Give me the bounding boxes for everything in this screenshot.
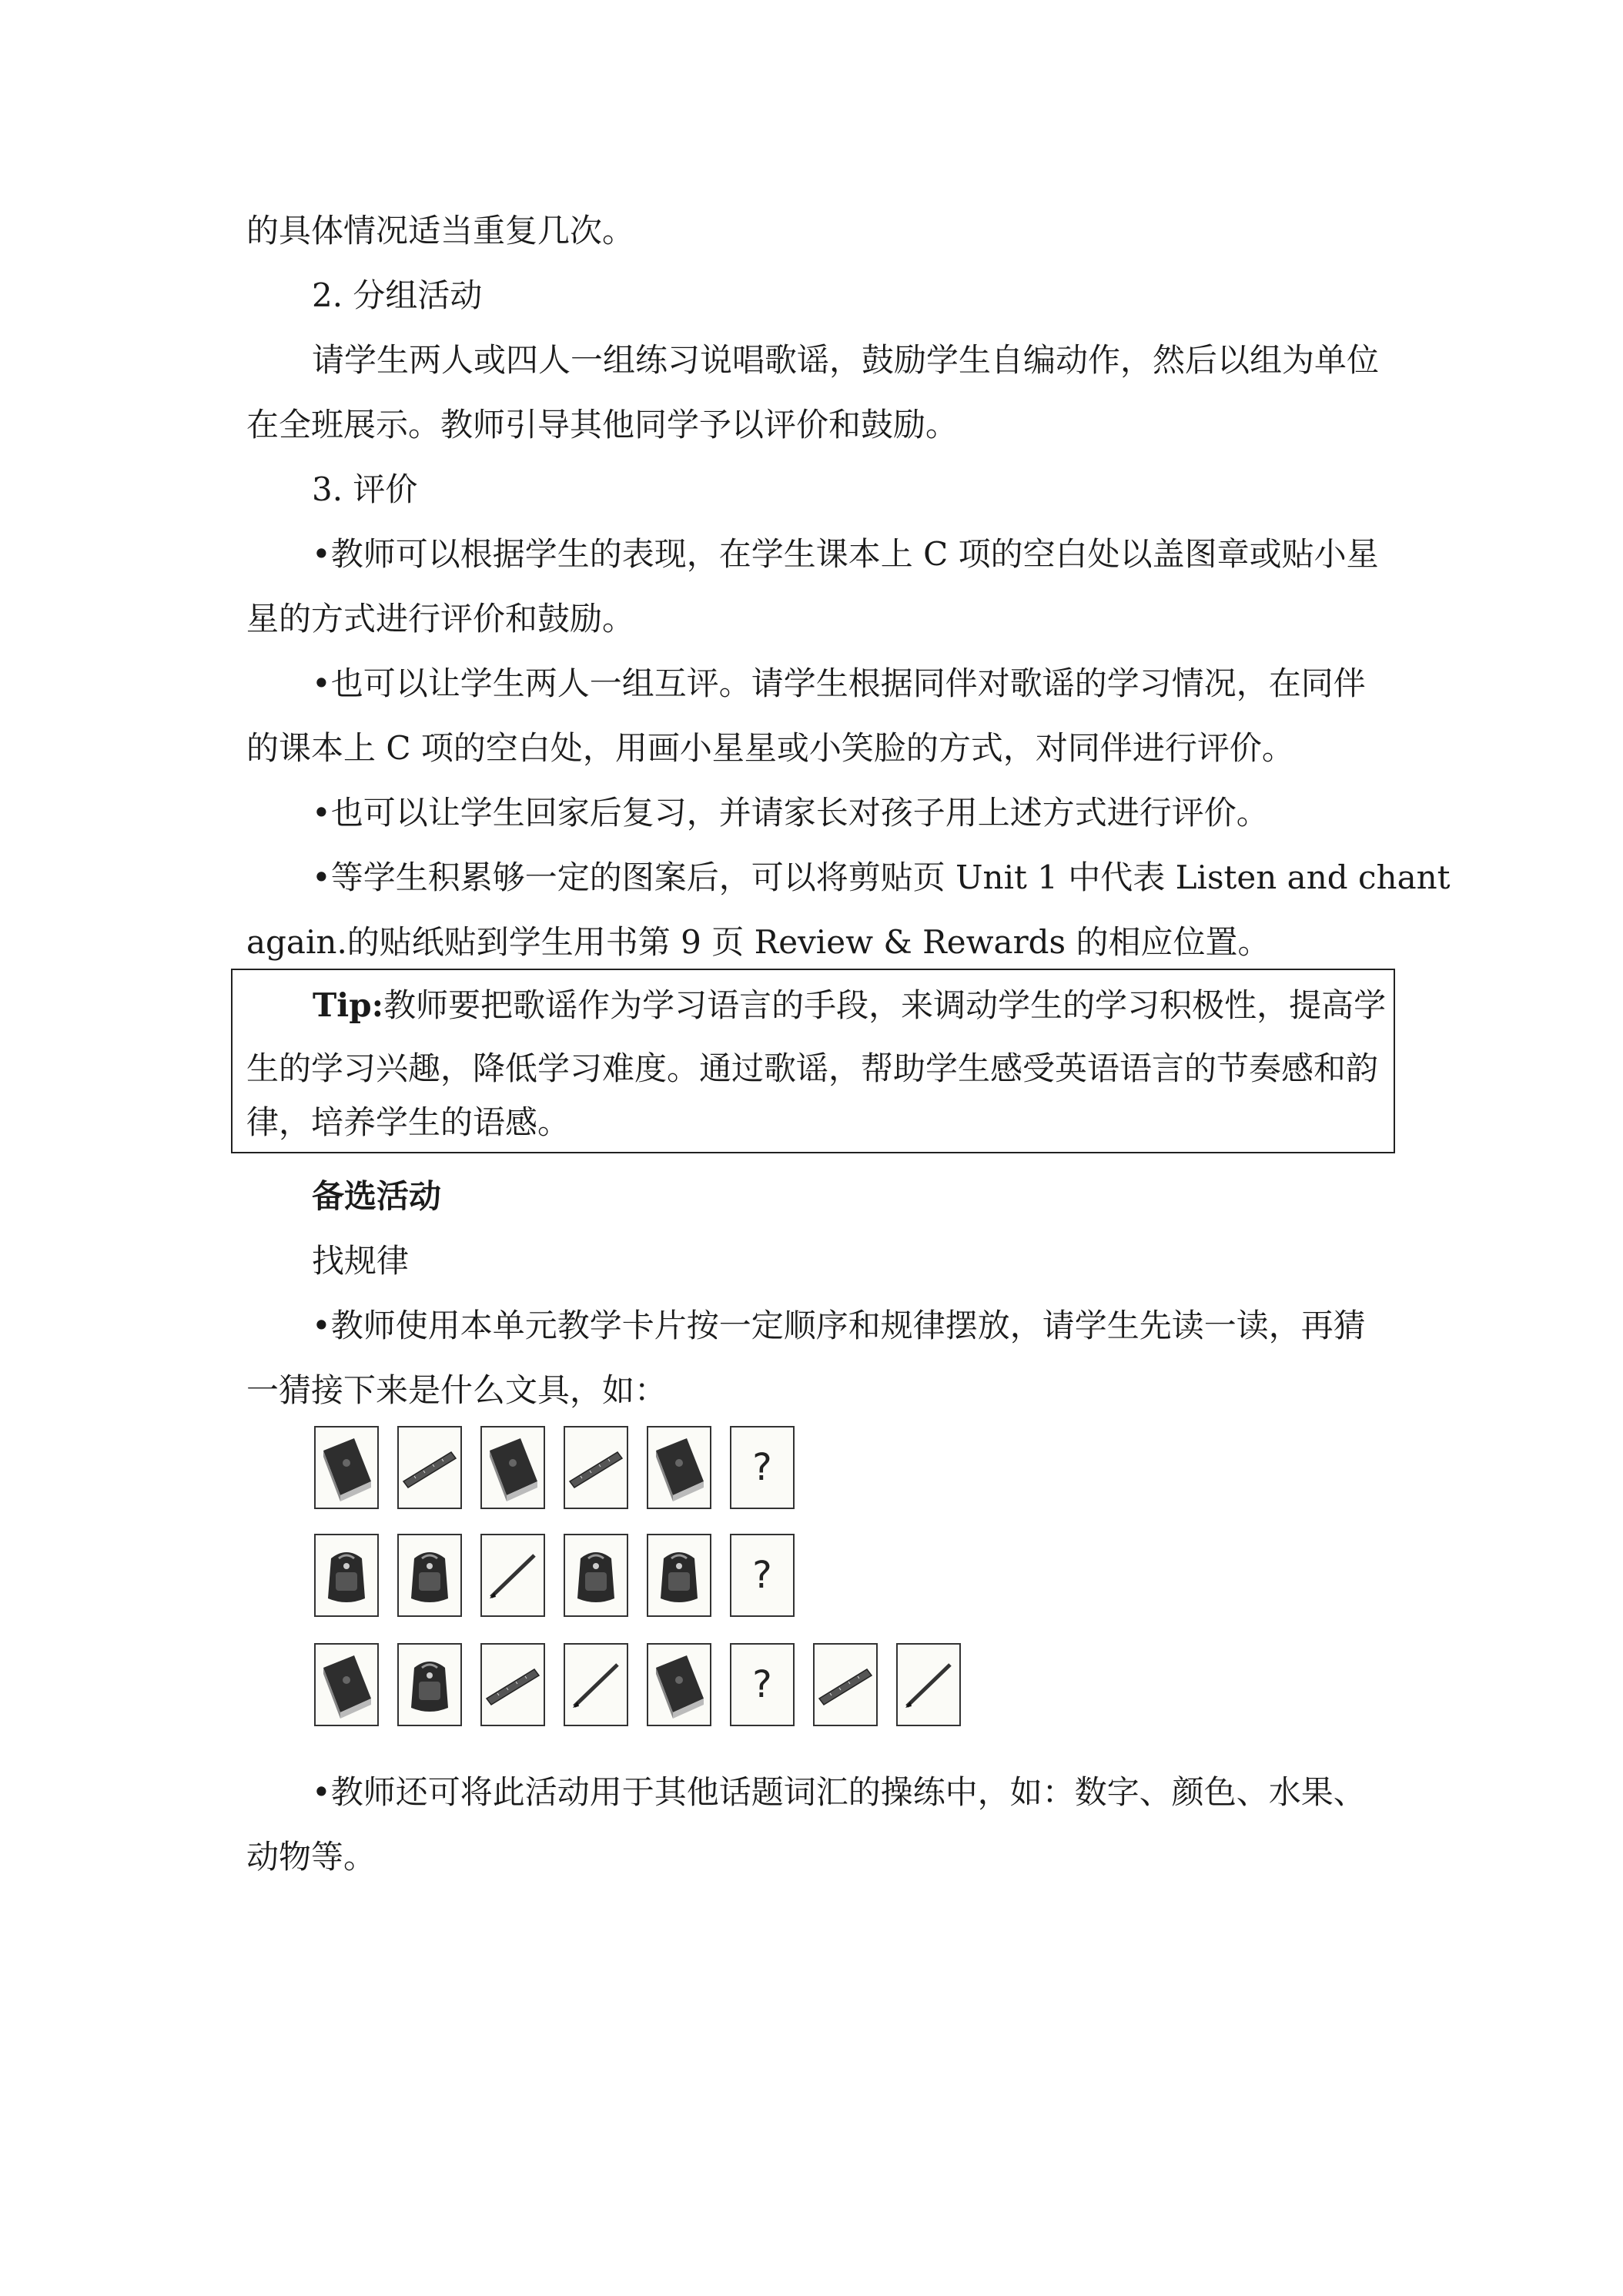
book-card [314,1643,379,1726]
bag-card [314,1534,379,1617]
pencil-card [896,1643,961,1726]
question-mark: ? [752,1554,772,1597]
bag-card [397,1534,462,1617]
pencil-card [480,1534,545,1617]
paragraph-line: 请学生两人或四人一组练习说唱歌谣，鼓励学生自编动作，然后以组为单位 [312,341,1380,379]
bag-card [647,1534,711,1617]
question-mark: ? [752,1663,772,1706]
question-card [730,1534,795,1617]
bullet-line: 星的方式进行评价和鼓励。 [246,600,635,638]
bullet-line: •教师可以根据学生的表现，在学生课本上 C 项的空白处以盖图章或贴小星 [312,535,1379,573]
bullet-line: •也可以让学生回家后复习，并请家长对孩子用上述方式进行评价。 [312,794,1269,832]
question-card [730,1643,795,1726]
paragraph-line: 的具体情况适当重复几次。 [246,212,635,249]
pattern-cards-figure [314,1426,984,1749]
book-card [647,1426,711,1509]
tip-box [231,969,1395,1153]
bullet-line: •教师还可将此活动用于其他话题词汇的操练中，如：数字、颜色、水果、 [312,1773,1366,1811]
paragraph-line: 在全班展示。教师引导其他同学予以评价和鼓励。 [246,406,959,443]
tip-line: 律，培养学生的语感。 [246,1103,571,1141]
tip-text: 教师要把歌谣作为学习语言的手段，来调动学生的学习积极性，提高学 [383,986,1387,1024]
bullet-line: 一猜接下来是什么文具，如： [246,1371,668,1409]
tip-line: 生的学习兴趣，降低学习难度。通过歌谣，帮助学生感受英语语言的节奏感和韵 [246,1049,1379,1087]
bullet-line: 的课本上 C 项的空白处，用画小星星或小笑脸的方式，对同伴进行评价。 [246,729,1294,767]
optional-activity-title: 备选活动 [312,1177,442,1215]
bullet-line: •教师使用本单元教学卡片按一定顺序和规律摆放，请学生先读一读，再猜 [312,1307,1366,1344]
bullet-line: again.的贴纸贴到学生用书第 9 页 Review & Rewards 的相应位置。 [246,923,1270,961]
section-heading: 3. 评价 [312,470,418,508]
ruler-card [480,1643,545,1726]
bag-card [564,1534,628,1617]
question-mark: ? [752,1446,772,1489]
question-card [730,1426,795,1509]
section-heading: 2. 分组活动 [312,276,483,314]
optional-activity-subtitle: 找规律 [312,1242,410,1280]
pencil-card [564,1643,628,1726]
ruler-card [397,1426,462,1509]
bullet-line: 动物等。 [246,1838,376,1876]
tip-label: Tip: [313,986,384,1024]
bag-card [397,1643,462,1726]
book-card [480,1426,545,1509]
book-card [314,1426,379,1509]
tip-line [313,984,1386,1027]
book-card [647,1643,711,1726]
bullet-line: •也可以让学生两人一组互评。请学生根据同伴对歌谣的学习情况，在同伴 [312,664,1366,702]
ruler-card [564,1426,628,1509]
ruler-card [813,1643,878,1726]
bullet-line: •等学生积累够一定的图案后，可以将剪贴页 Unit 1 中代表 Listen and chant [312,858,1451,896]
